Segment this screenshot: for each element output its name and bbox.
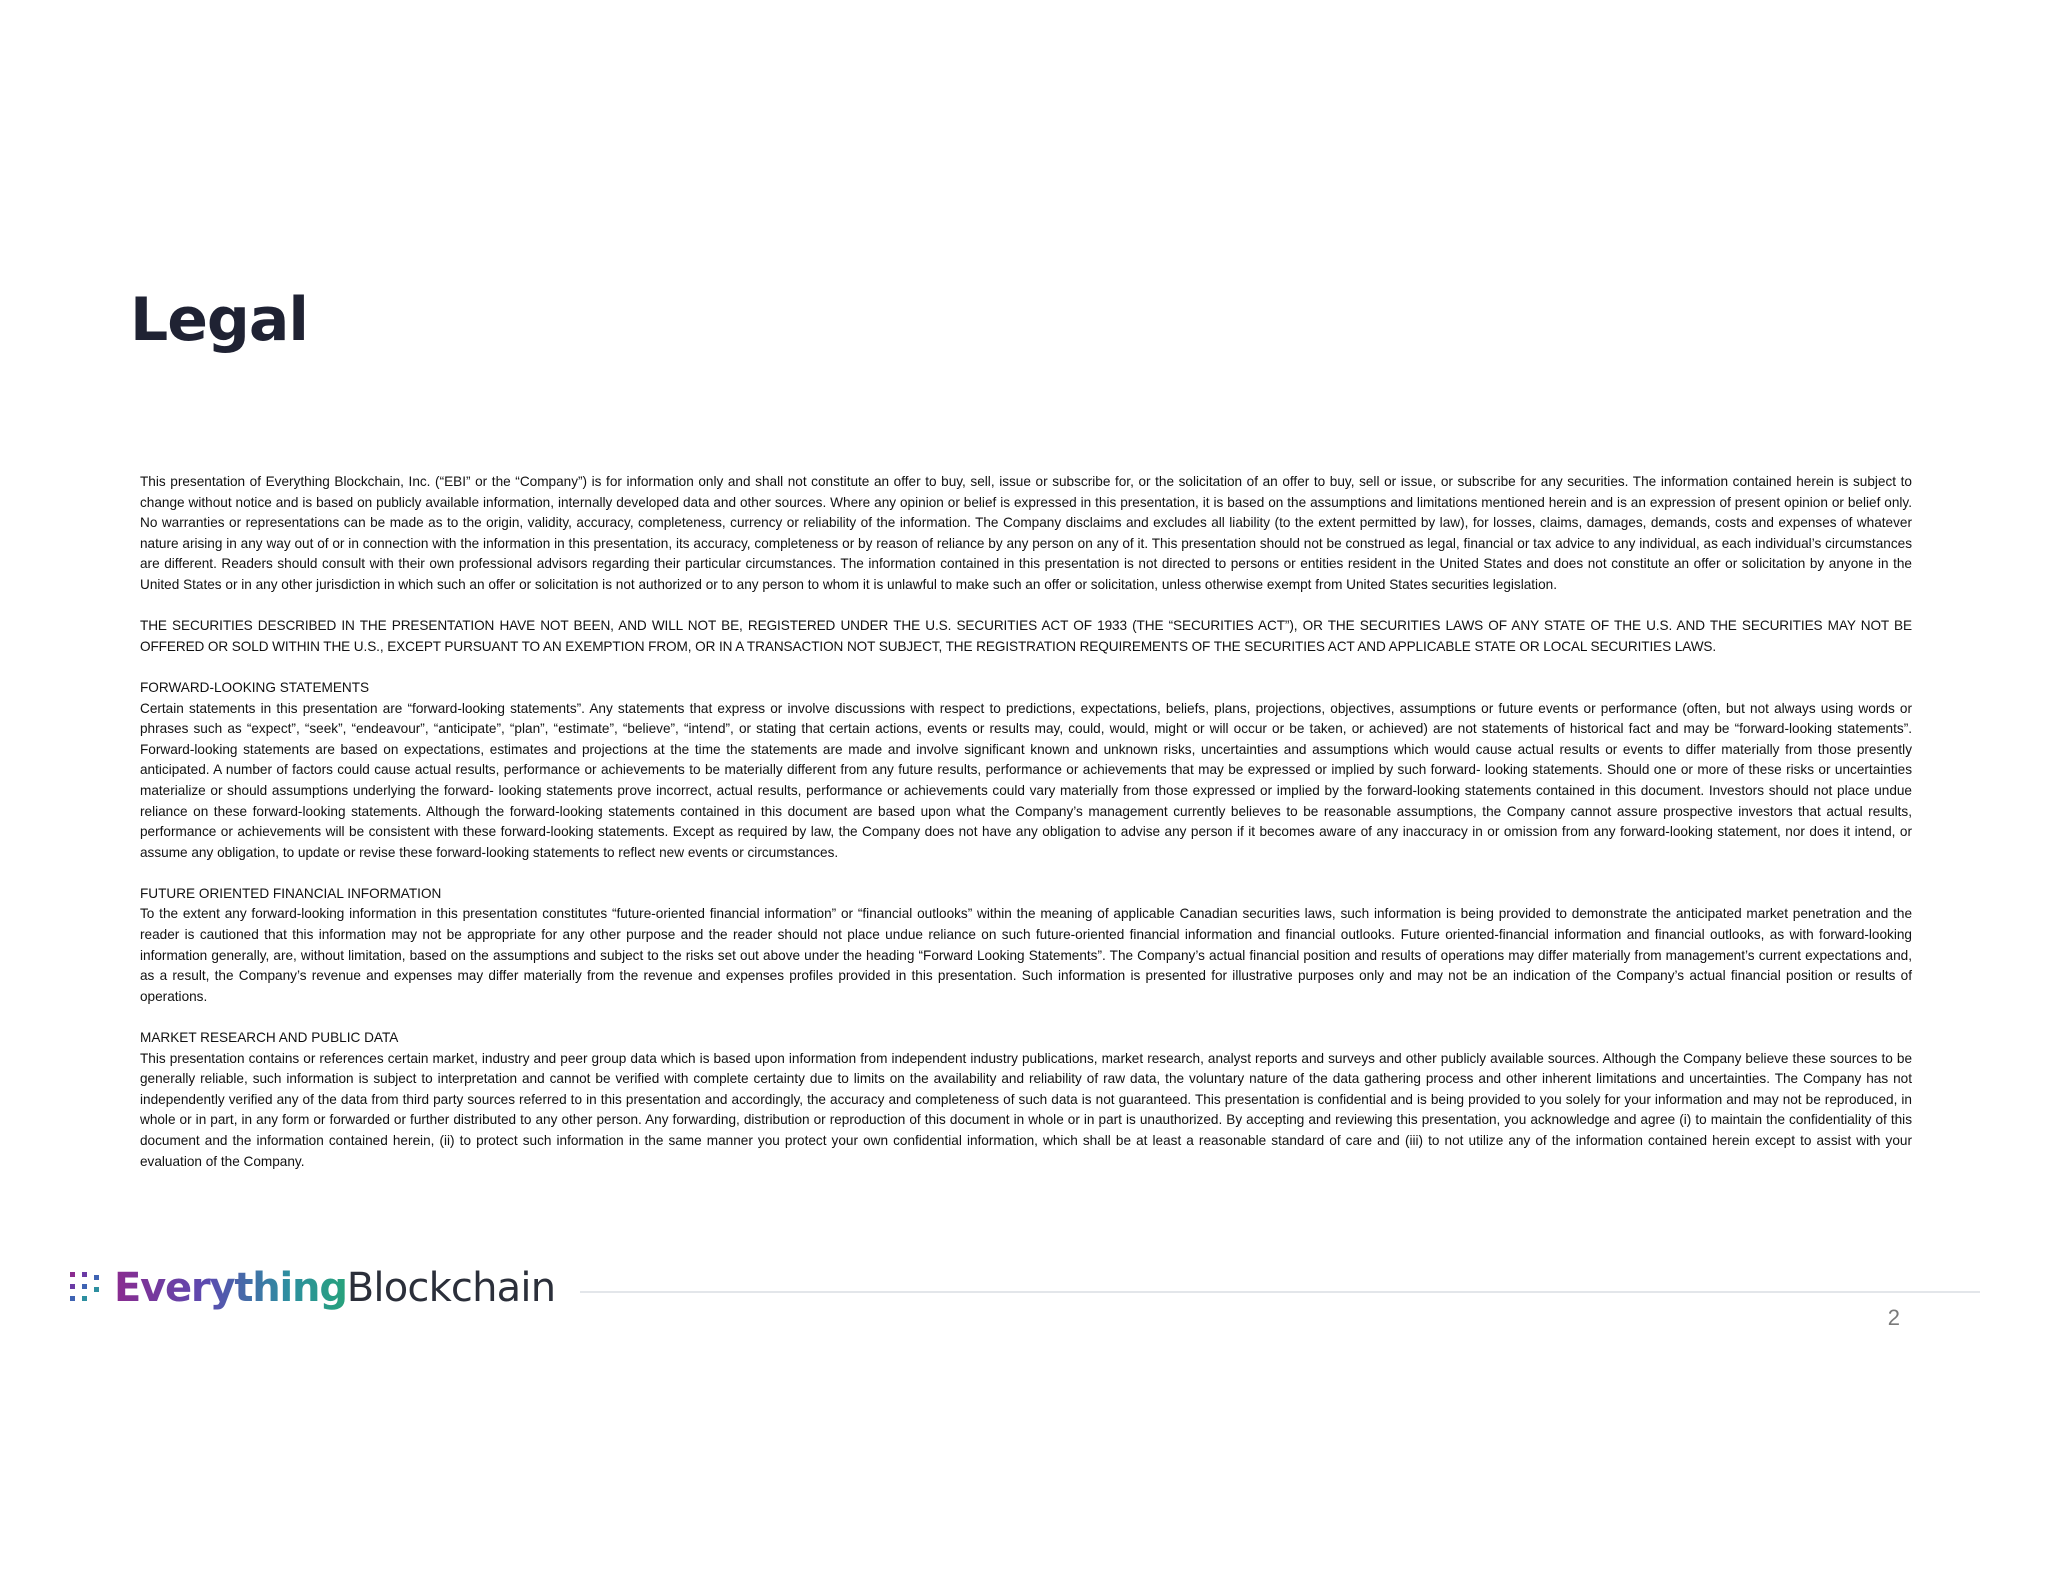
section-future-oriented bbox=[140, 884, 1912, 1008]
dot-grid-icon bbox=[70, 1272, 100, 1304]
everything-blockchain-logo bbox=[70, 1262, 555, 1314]
section-heading: MARKET RESEARCH AND PUBLIC DATA bbox=[140, 1030, 399, 1046]
page-title: Legal bbox=[130, 285, 308, 355]
section-text: This presentation contains or references certain market, industry and peer group data which is based upon information from independent industry publications, market research, analyst reports and surveys and other publicly available sources. Although the Company believe these sources to be generally reliable, such information is subject to interpretation and cannot be verified with complete certainty due to limits on the availability and reliability of raw data, the voluntary nature of the data gathering process and other inherent limitations and uncertainties. The Company has not independently verified any of the data from third party sources referred to in this presentation and accordingly, the accuracy and completeness of such data is not guaranteed. This presentation is confidential and is being provided to you solely for your information and may not be reproduced, in whole or in part, in any form or forwarded or further distributed to any other person. Any forwarding, distribution or reproduction of this document in whole or in part is unauthorized. By accepting and reviewing this presentation, you acknowledge and agree (i) to maintain the confidentiality of this document and the information contained herein, (ii) to protect such information in the same manner you protect your own confidential information, which shall be at least a reasonable standard of care and (iii) to not utilize any of the information contained herein except to assist with your evaluation of the Company. bbox=[140, 1050, 1912, 1169]
section-heading: FUTURE ORIENTED FINANCIAL INFORMATION bbox=[140, 885, 442, 901]
section-heading: FORWARD-LOOKING STATEMENTS bbox=[140, 679, 370, 695]
section-text: To the extent any forward-looking information in this presentation constitutes “future-oriented financial information” or “financial outlooks” within the meaning of applicable Canadian securities laws, such information is being provided to demonstrate the anticipated market penetration and the reader is cautioned that this information may not be appropriate for any other purpose and the reader should not place undue reliance on such future-oriented financial information and financial outlooks. Future oriented-financial information and financial outlooks, as with forward-looking information generally, are, without limitation, based on the assumptions and subject to the risks set out above under the heading “Forward Looking Statements”. The Company’s actual financial position and results of operations may differ materially from management’s current expectations and, as a result, the Company’s revenue and expenses may differ materially from the revenue and expenses profiles provided in this presentation. Such information is presented for illustrative purposes only and may not be an indication of the Company’s actual financial position or results of operations. bbox=[140, 906, 1912, 1004]
section-market-research bbox=[140, 1028, 1912, 1172]
section-text: Certain statements in this presentation are “forward-looking statements”. Any statements that express or involve discussions with respect to predictions, expectations, beliefs, plans, projections, objectives, assumptions or future events or performance (often, but not always using words or phrases such as “expect”, “seek”, “endeavour”, “anticipate”, “plan”, “estimate”, “believe”, “intend”, or stating that certain actions, events or results may, could, would, might or will occur or be taken, or achieved) are not statements of historical fact and may be “forward-looking statements”. Forward-looking statements are based on expectations, estimates and projections at the time the statements are made and involve significant known and unknown risks, uncertainties and assumptions which would cause actual results or events to differ materially from those presently anticipated. A number of factors could cause actual results, performance or achievements to be materially different from any future results, performance or achievements that may be expressed or implied by such forward- looking statements. Should one or more of these risks or uncertainties materialize or should assumptions underlying the forward- looking statements prove incorrect, actual results, performance or achievements could vary materially from those expressed or implied by the forward-looking statements contained in this document. Investors should not place undue reliance on these forward-looking statements. Although the forward-looking statements contained in this document are based upon what the Company’s management currently believes to be reasonable assumptions, the Company cannot assure prospective investors that actual results, performance or achievements will be consistent with these forward-looking statements. Except as required by law, the Company does not have any obligation to advise any person if it becomes aware of any inaccuracy in or omission from any forward-looking statement, nor does it intend, or assume any obligation, to update or revise these forward-looking statements to reflect new events or circumstances. bbox=[140, 700, 1912, 860]
securities-notice-paragraph: THE SECURITIES DESCRIBED IN THE PRESENTATION HAVE NOT BEEN, AND WILL NOT BE, REGISTERED UNDER THE U.S. SECURITIES ACT OF 1933 (THE “SECURITIES ACT”), OR THE SECURITIES LAWS OF ANY STATE OF THE U.S. AND THE SECURITIES MAY NOT BE OFFERED OR SOLD WITHIN THE U.S., EXCEPT PURSUANT TO AN EXEMPTION FROM, OR IN A TRANSACTION NOT SUBJECT, THE REGISTRATION REQUIREMENTS OF THE SECURITIES ACT AND APPLICABLE STATE OR LOCAL SECURITIES LAWS. bbox=[140, 618, 1912, 654]
section-forward-looking bbox=[140, 678, 1912, 863]
page-number: 2 bbox=[1887, 1305, 1900, 1330]
logo-word-everything: Everything bbox=[114, 1265, 347, 1311]
legal-body bbox=[140, 472, 1912, 1193]
footer-divider bbox=[580, 1291, 1980, 1293]
logo-word-blockchain: Blockchain bbox=[346, 1265, 556, 1311]
intro-paragraph: This presentation of Everything Blockchain, Inc. (“EBI” or the “Company”) is for information only and shall not constitute an offer to buy, sell, issue or subscribe for, or the solicitation of an offer to buy, sell or issue, or subscribe for any securities. The information contained herein is subject to change without notice and is based on publicly available information, internally developed data and other sources. Where any opinion or belief is expressed in this presentation, it is based on the assumptions and limitations mentioned herein and is an expression of present opinion or belief only. No warranties or representations can be made as to the origin, validity, accuracy, completeness, currency or reliability of the information. The Company disclaims and excludes all liability (to the extent permitted by law), for losses, claims, damages, demands, costs and expenses of whatever nature arising in any way out of or in connection with the information in this presentation, its accuracy, completeness or by reason of reliance by any person on any of it. This presentation should not be construed as legal, financial or tax advice to any individual, as each individual’s circumstances are different. Readers should consult with their own professional advisors regarding their particular circumstances. The information contained in this presentation is not directed to persons or entities resident in the United States and does not constitute an offer or solicitation by anyone in the United States or in any other jurisdiction in which such an offer or solicitation is not authorized or to any person to whom it is unlawful to make such an offer or solicitation, unless otherwise exempt from United States securities legislation. bbox=[140, 474, 1912, 592]
